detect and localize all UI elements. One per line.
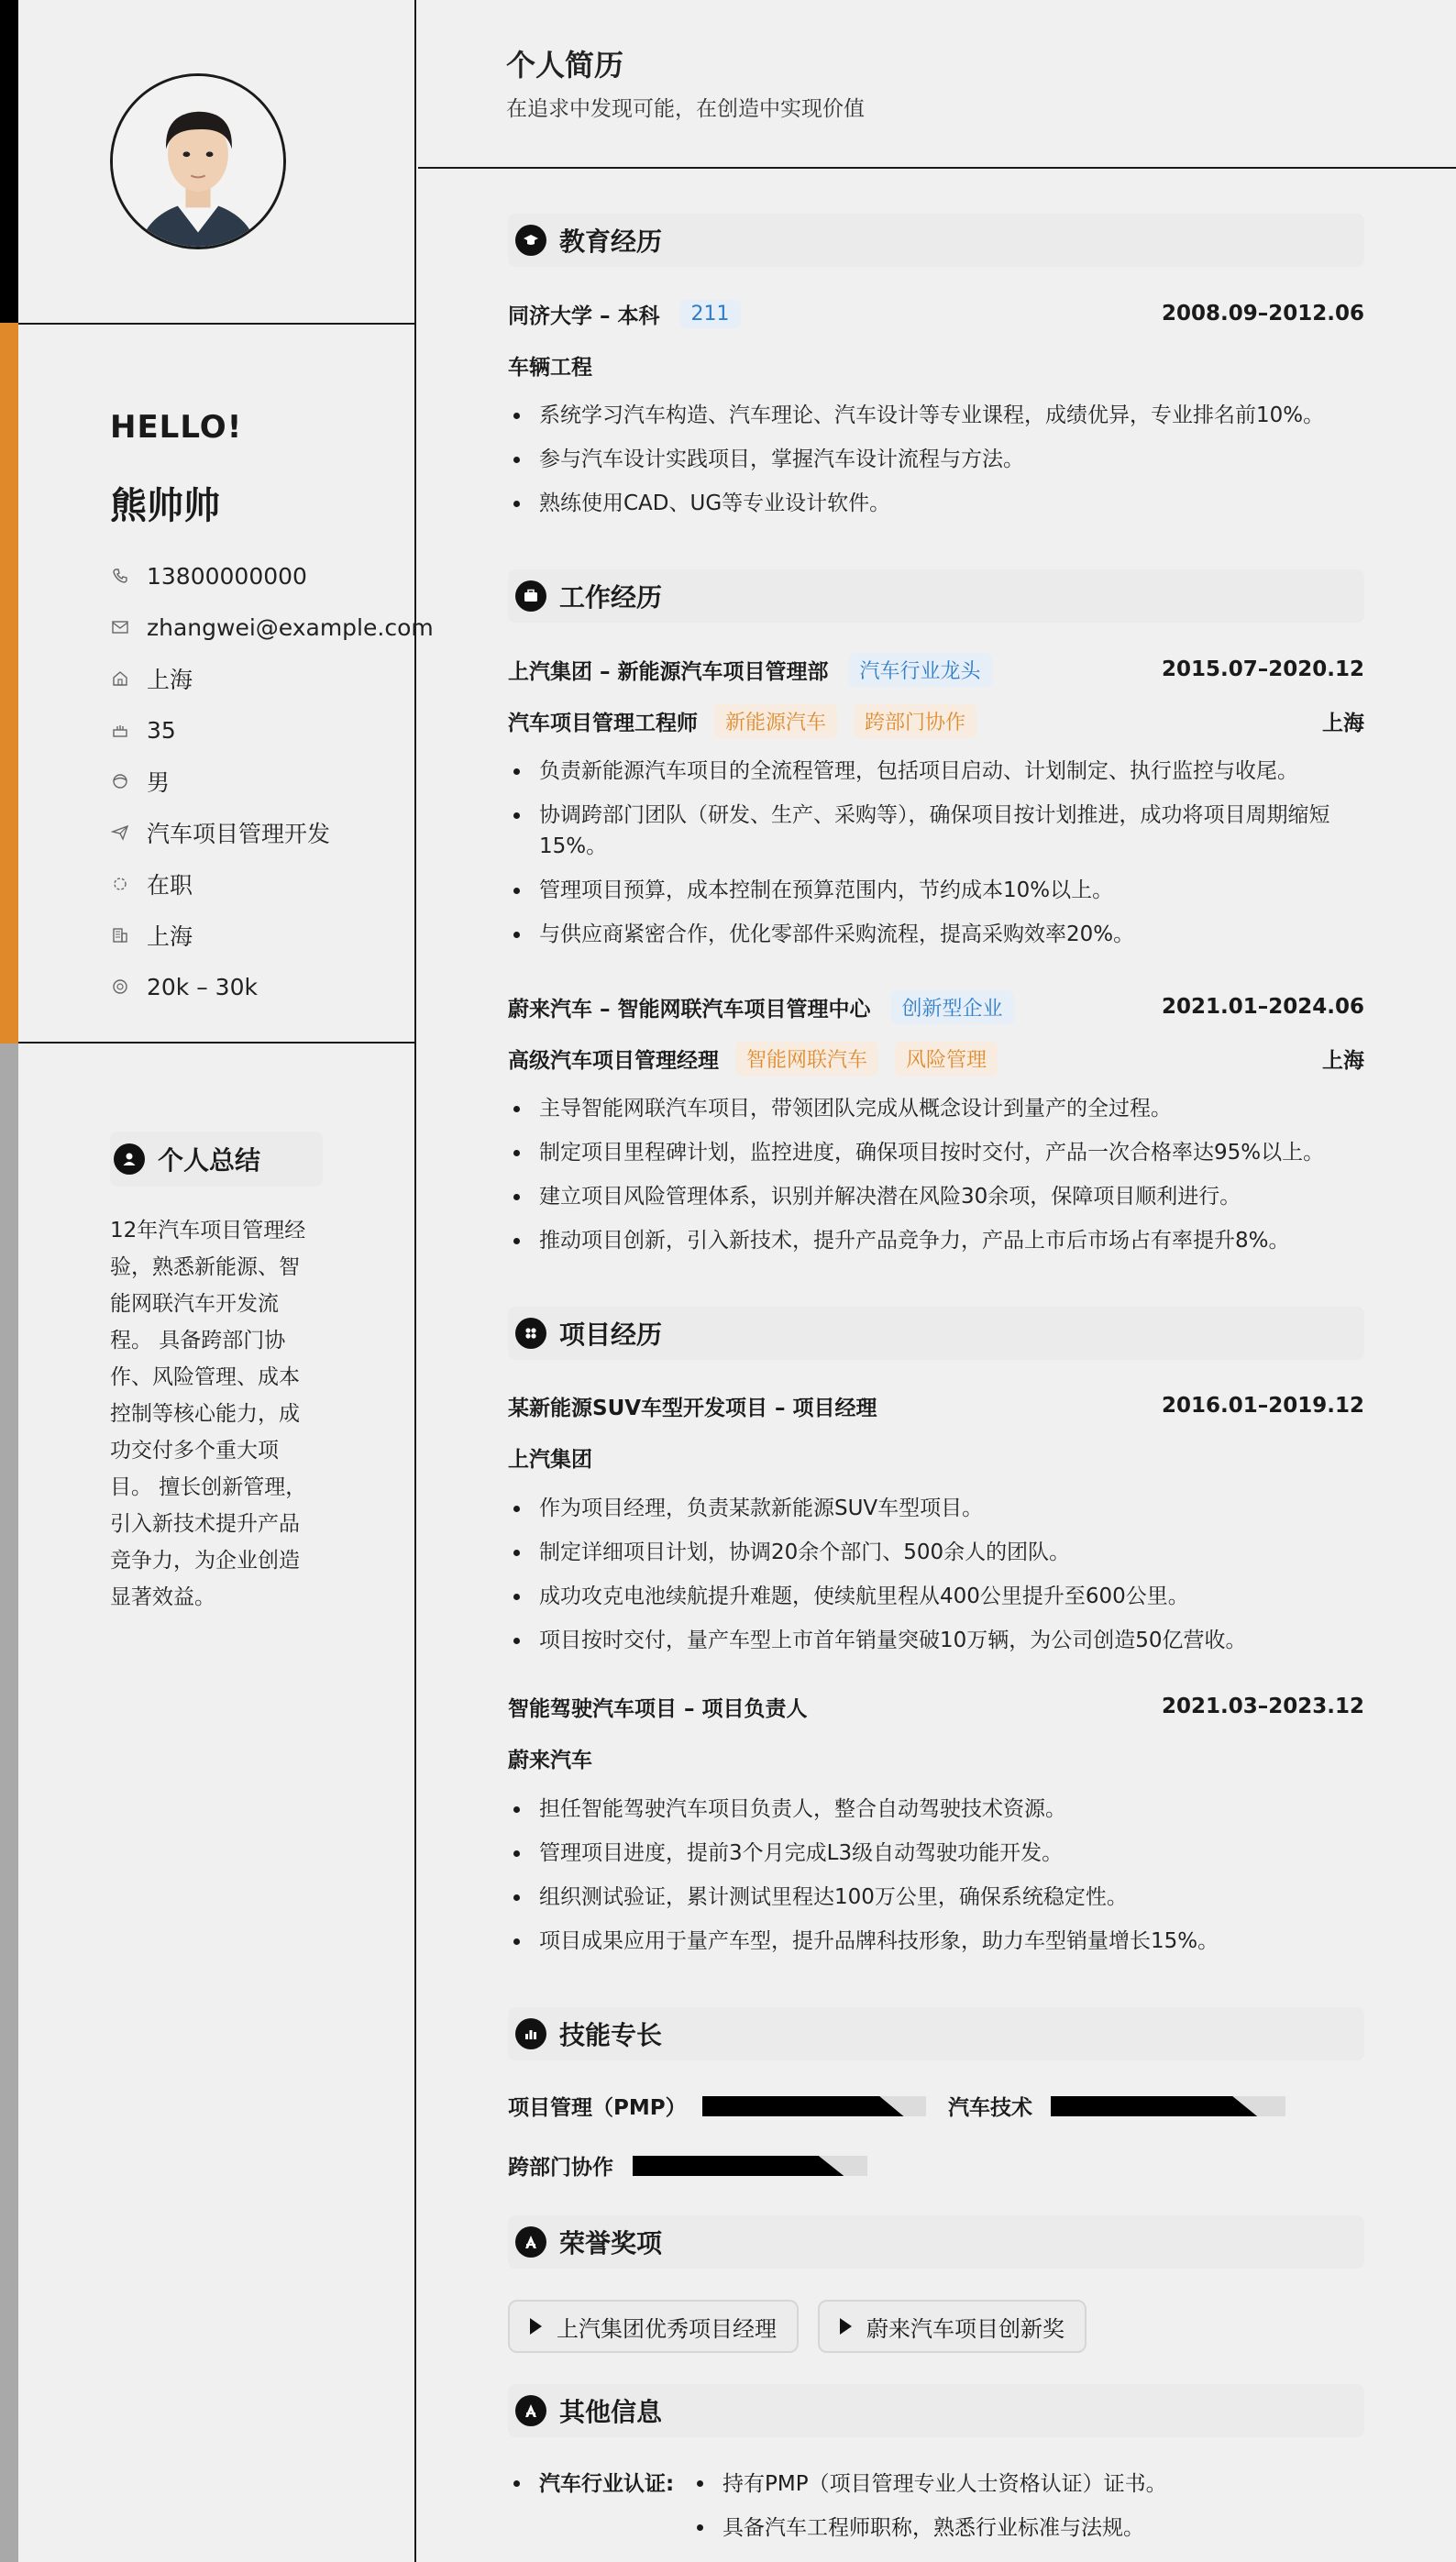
award-label: 蔚来汽车项目创新奖 [866, 2315, 1064, 2342]
education-bullets [508, 400, 1364, 532]
list-item: 管理项目预算，成本控制在预算范围内，节约成本10%以上。 [508, 875, 1364, 906]
award-badge[interactable] [818, 2300, 1086, 2353]
list-item: 参与汽车设计实践项目，掌握汽车设计流程与方法。 [508, 444, 1364, 475]
info-gender [110, 756, 434, 807]
skill-bar [702, 2096, 926, 2116]
salary-value: 20k – 30k [147, 973, 258, 1000]
project-bullets [508, 1794, 1364, 1970]
project-bullets [508, 1493, 1364, 1669]
project-org: 上汽集团 [508, 1447, 592, 1472]
job-company: 上汽集团 – 新能源汽车项目管理部 [508, 659, 829, 684]
job-role-row [508, 1040, 1364, 1077]
info-salary [110, 961, 434, 1012]
avatar [110, 73, 286, 249]
list-item: 担任智能驾驶汽车项目负责人，整合自动驾驶技术资源。 [508, 1794, 1364, 1825]
awards-heading [508, 2215, 1364, 2269]
project-name: 某新能源SUV车型开发项目 – 项目经理 [508, 1396, 877, 1420]
summary-title: 个人总结 [158, 1145, 261, 1176]
age-value: 35 [147, 716, 176, 744]
header-divider [418, 167, 1456, 169]
project-org-row [508, 1739, 1364, 1776]
award-icon [515, 2395, 546, 2426]
education-title: 教育经历 [559, 226, 663, 257]
salary-icon [110, 977, 130, 997]
job-company-row [508, 988, 1364, 1025]
company-tag: 汽车行业龙头 [849, 653, 992, 687]
certification-list [691, 2467, 1333, 2555]
briefcase-icon [515, 580, 546, 612]
bar-chart-icon [515, 2018, 546, 2049]
phone-value[interactable]: 13800000000 [147, 562, 307, 590]
info-location [110, 653, 434, 704]
hello-heading: HELLO! [110, 409, 243, 446]
job-role-row [508, 702, 1364, 739]
list-item: 管理项目进度，提前3个月完成L3级自动驾驶功能开发。 [508, 1838, 1364, 1869]
education-heading [508, 214, 1364, 267]
gender-icon [110, 771, 130, 791]
list-item: 与供应商紧密合作，优化零部件采购流程，提高采购效率20%。 [508, 919, 1364, 950]
info-age [110, 704, 434, 756]
project-org: 蔚来汽车 [508, 1748, 592, 1772]
page-subtitle: 在追求中发现可能，在创造中实现价值 [506, 97, 865, 121]
job-company-row [508, 651, 1364, 688]
award-label: 上汽集团优秀项目经理 [557, 2315, 777, 2342]
project-org-row [508, 1439, 1364, 1475]
role-tag: 智能网联汽车 [735, 1042, 878, 1076]
list-item: 负责新能源汽车项目的全流程管理，包括项目启动、计划制定、执行监控与收尾。 [508, 756, 1364, 787]
skill-name: 项目管理（PMP） [508, 2096, 687, 2120]
project-date: 2021.03–2023.12 [1161, 1695, 1364, 1718]
summary-text: 12年汽车项目管理经验，熟悉新能源、智能网联汽车开发流程。 具备跨部门协作、风险管理、成本控制等核心能力，成功交付多个重大项目。 擅长创新管理，引入新技术提升产品竞争力，为企业创造显著效益。 [110, 1219, 307, 1609]
list-item: 制定项目里程碑计划，监控进度，确保项目按时交付，产品一次合格率达95%以上。 [508, 1137, 1364, 1168]
certification-key: 汽车行业认证: [539, 2472, 675, 2496]
projects-title: 项目经历 [559, 1320, 663, 1350]
job-bullets [508, 1093, 1364, 1269]
mail-icon [110, 617, 130, 637]
work-city-value: 上海 [147, 923, 193, 950]
sidebar-divider [18, 323, 414, 325]
contact-info-list [110, 550, 434, 1012]
list-item: 组织测试验证，累计测试里程达100万公里，确保系统稳定性。 [508, 1882, 1364, 1913]
info-work-city [110, 910, 434, 961]
job-role: 汽车项目管理工程师 [508, 711, 698, 735]
list-item: 系统学习汽车构造、汽车理论、汽车设计等专业课程，成绩优异，专业排名前10%。 [508, 400, 1364, 431]
play-icon [530, 2318, 542, 2335]
skill-name: 汽车技术 [948, 2096, 1032, 2120]
send-icon [110, 823, 130, 843]
info-phone [110, 550, 434, 602]
cake-icon [110, 720, 130, 740]
skill-bar [633, 2156, 867, 2176]
job-role: 高级汽车项目管理经理 [508, 1048, 719, 1073]
info-job-intent [110, 807, 434, 858]
job-bullets [508, 756, 1364, 963]
list-item: 主导智能网联汽车项目，带领团队完成从概念设计到量产的全过程。 [508, 1093, 1364, 1124]
play-icon [840, 2318, 852, 2335]
phone-icon [110, 566, 130, 586]
user-icon [114, 1143, 145, 1175]
status-icon [110, 874, 130, 894]
school-name: 同济大学 – 本科 [508, 304, 660, 328]
project-row [508, 1688, 1364, 1725]
award-badge[interactable] [508, 2300, 799, 2353]
project-row [508, 1387, 1364, 1424]
candidate-name: 熊帅帅 [110, 485, 220, 527]
list-item: 具备汽车工程师职称，熟悉行业标准与法规。 [691, 2511, 1333, 2545]
list-item: 协调跨部门团队（研发、生产、采购等），确保项目按计划推进，成功将项目周期缩短15%。 [508, 800, 1364, 862]
other-title: 其他信息 [559, 2397, 663, 2427]
project-date: 2016.01–2019.12 [1161, 1394, 1364, 1418]
education-date: 2008.09–2012.06 [1161, 302, 1364, 326]
projects-heading [508, 1307, 1364, 1360]
list-item: 项目按时交付，量产车型上市首年销量突破10万辆，为公司创造50亿营收。 [508, 1625, 1364, 1656]
company-tag: 创新型企业 [891, 990, 1014, 1024]
skill-bar-fill [633, 2156, 844, 2176]
list-item: 项目成果应用于量产车型，提升品牌科技形象，助力车型销量增长15%。 [508, 1926, 1364, 1957]
bullet-dot [513, 2480, 520, 2487]
sidebar-divider [18, 1042, 414, 1044]
list-item: 作为项目经理，负责某款新能源SUV车型项目。 [508, 1493, 1364, 1524]
skills-heading [508, 2007, 1364, 2060]
role-tag: 新能源汽车 [714, 704, 837, 738]
work-heading [508, 569, 1364, 623]
awards-title: 荣誉奖项 [559, 2228, 663, 2258]
role-tag: 风险管理 [895, 1042, 998, 1076]
school-tag: 211 [680, 300, 741, 328]
major-name: 车辆工程 [508, 355, 592, 380]
page-title: 个人简历 [506, 48, 624, 83]
sidebar [0, 0, 434, 2562]
job-city: 上海 [1322, 711, 1364, 735]
status-value: 在职 [147, 872, 193, 899]
list-item: 持有PMP（项目管理专业人士资格认证）证书。 [691, 2467, 1333, 2501]
list-item: 建立项目风险管理体系，识别并解决潜在风险30余项，保障项目顺利进行。 [508, 1181, 1364, 1212]
education-school-row [508, 295, 1364, 332]
award-icon [515, 2226, 546, 2258]
role-tag: 跨部门协作 [854, 704, 976, 738]
gender-value: 男 [147, 769, 171, 796]
email-value[interactable]: zhangwei@example.com [147, 613, 434, 641]
job-date: 2021.01–2024.06 [1161, 995, 1364, 1019]
home-icon [110, 668, 130, 689]
summary-heading [110, 1132, 323, 1187]
skill-bar-fill [702, 2096, 904, 2116]
skills-title: 技能专长 [559, 2020, 663, 2050]
building-icon [110, 925, 130, 945]
grid-icon [515, 1318, 546, 1349]
sidebar-stripe-orange [0, 323, 18, 1044]
graduation-cap-icon [515, 225, 546, 256]
job-intent-value: 汽车项目管理开发 [147, 821, 331, 847]
info-status [110, 858, 434, 910]
project-name: 智能驾驶汽车项目 – 项目负责人 [508, 1696, 808, 1721]
job-city: 上海 [1322, 1048, 1364, 1073]
skill-bar [1051, 2096, 1285, 2116]
education-major-row [508, 347, 1364, 383]
job-date: 2015.07–2020.12 [1161, 657, 1364, 681]
skill-bar-fill [1051, 2096, 1257, 2116]
location-value: 上海 [147, 667, 193, 693]
other-heading [508, 2384, 1364, 2437]
list-item: 推动项目创新，引入新技术，提升产品竞争力，产品上市后市场占有率提升8%。 [508, 1225, 1364, 1256]
list-item: 制定详细项目计划，协调20余个部门、500余人的团队。 [508, 1537, 1364, 1568]
job-company: 蔚来汽车 – 智能网联汽车项目管理中心 [508, 997, 871, 1021]
sidebar-stripe-black [0, 0, 18, 323]
skill-name: 跨部门协作 [508, 2156, 613, 2180]
sidebar-stripe-gray [0, 1044, 18, 2562]
list-item: 成功攻克电池续航提升难题，使续航里程从400公里提升至600公里。 [508, 1581, 1364, 1612]
work-title: 工作经历 [559, 582, 663, 613]
info-email [110, 602, 434, 653]
list-item: 熟练使用CAD、UG等专业设计软件。 [508, 488, 1364, 519]
